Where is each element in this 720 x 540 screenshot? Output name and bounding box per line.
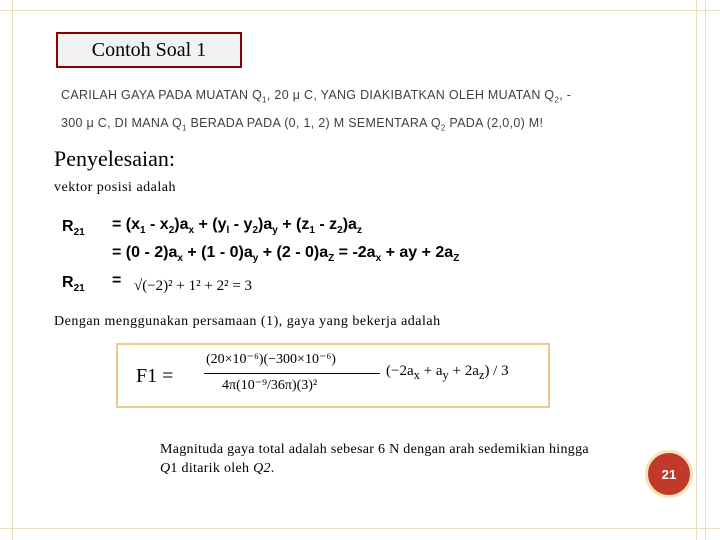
equation-line-1: = $(x_1 - x_2)a_x + (y_l - y_2)a_y + (z_1 - z_2)a_z$ xyxy=(112,216,362,237)
problem-statement xyxy=(61,84,661,139)
equation-line-3: = xyxy=(112,272,122,289)
r21-label-1: $R_{21}$ xyxy=(62,218,85,239)
conclusion-text xyxy=(160,440,630,478)
force-intro-text: Dengan menggunakan persamaan (1), gaya yang bekerja adalah xyxy=(54,314,441,329)
f1-fraction-bar xyxy=(204,373,380,374)
page-number-badge xyxy=(645,450,693,498)
frame-bottom-line xyxy=(0,528,720,529)
r21-label-2: $R_{21}$ xyxy=(62,274,85,295)
problem-line-2: 300 μ C, DI MANA $Q_1$ BERADA PADA (0, 1, 2) M SEMENTARA $Q_2$ PADA (2,0,0) M! xyxy=(61,115,544,132)
problem-line-1: CARILAH GAYA PADA MUATAN $Q_1$, 20 μ C, YANG DIAKIBATKAN OLEH MUATAN $Q_2$, - xyxy=(61,88,572,105)
slide-title-text: Contoh Soal 1 xyxy=(91,38,207,61)
f1-vector: $(-2a_x + a_y + 2a_z) / 3$ xyxy=(386,363,509,382)
frame-left-line xyxy=(12,0,13,540)
position-vector-text: vektor posisi adalah xyxy=(54,180,176,195)
force-equation-box xyxy=(116,343,550,408)
f1-numerator: (20×10⁻⁶)(−300×10⁻⁶) xyxy=(206,352,336,367)
frame-right-line-2 xyxy=(705,0,706,540)
conclusion-line-2: Q1 ditarik oleh Q2. xyxy=(160,461,275,476)
solution-heading: Penyelesaian: xyxy=(54,146,175,171)
conclusion-line-1: Magnituda gaya total adalah sebesar 6 N dengan arah sedemikian hingga xyxy=(160,442,589,457)
f1-denominator: 4π(10⁻⁹/36π)(3)² xyxy=(222,378,318,393)
f1-label: F1 = xyxy=(136,365,174,387)
frame-right-line xyxy=(696,0,697,540)
page-number: 21 xyxy=(661,466,677,482)
slide-title xyxy=(56,32,242,68)
equation-line-2: = $(0 - 2)a_x + (1 - 0)a_y + (2 - 0)a_Z = -2a_x$ + ay + $2a_Z$ xyxy=(112,244,460,265)
magnitude-expression: √(−2)² + 1² + 2² = 3 xyxy=(134,278,253,294)
frame-top-line xyxy=(0,10,720,11)
